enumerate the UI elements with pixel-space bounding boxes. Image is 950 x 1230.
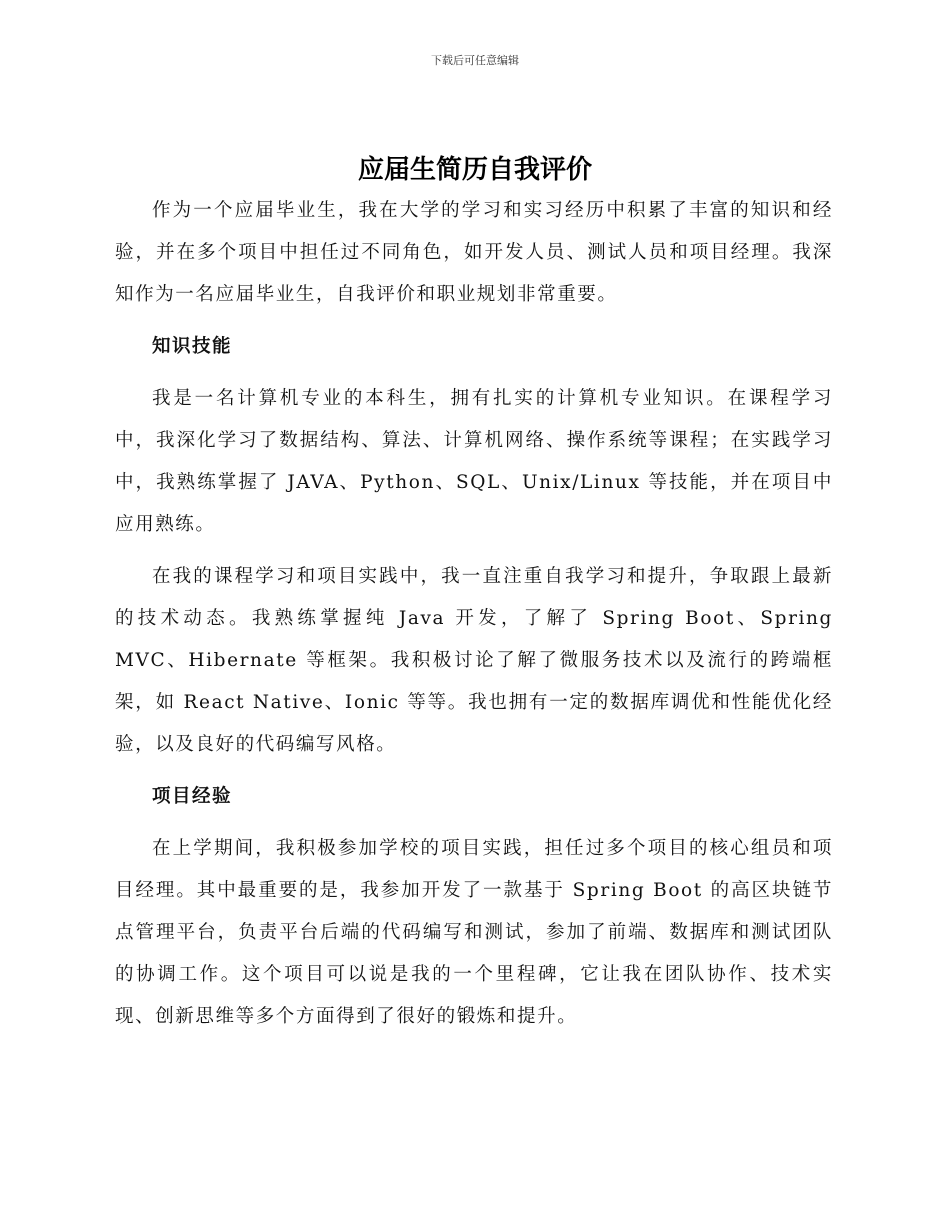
body-paragraph: 在我的课程学习和项目实践中，我一直注重自我学习和提升，争取跟上最新的技术动态。我熟练掌握纯 Java 开发，了解了 Spring Boot、Spring MVC、Hibernate 等框架。我积极讨论了解了微服务技术以及流行的跨端框架，如 React Native、Ionic 等等。我也拥有一定的数据库调优和性能优化经验，以及良好的代码编写风格。 [115,566,833,755]
section-heading: 项目经验 [152,786,233,807]
intro-paragraph: 作为一个应届毕业生，我在大学的学习和实习经历中积累了丰富的知识和经验，并在多个项目中担任过不同角色，如开发人员、测试人员和项目经理。我深知作为一名应届毕业生，自我评价和职业规划非常重要。 [115,200,833,305]
section-heading: 知识技能 [152,336,233,357]
body-paragraph: 在上学期间，我积极参加学校的项目实践，担任过多个项目的核心组员和项目经理。其中最重要的是，我参加开发了一款基于 Spring Boot 的高区块链节点管理平台，负责平台后端的代码编写和测试，参加了前端、数据库和测试团队的协调工作。这个项目可以说是我的一个里程碑，它让我在团队协作、技术实现、创新思维等多个方面得到了很好的锻炼和提升。 [115,838,833,1027]
section-knowledge-skills [115,326,833,766]
document-body [115,190,833,1048]
page-header: 下载后可任意编辑 [431,54,519,67]
section-project-experience [115,776,833,1038]
page-title: 应届生简历自我评价 [357,155,592,185]
body-paragraph: 我是一名计算机专业的本科生，拥有扎实的计算机专业知识。在课程学习中，我深化学习了数据结构、算法、计算机网络、操作系统等课程；在实践学习中，我熟练掌握了 JAVA、Python、SQL、Unix/Linux 等技能，并在项目中应用熟练。 [115,388,833,535]
